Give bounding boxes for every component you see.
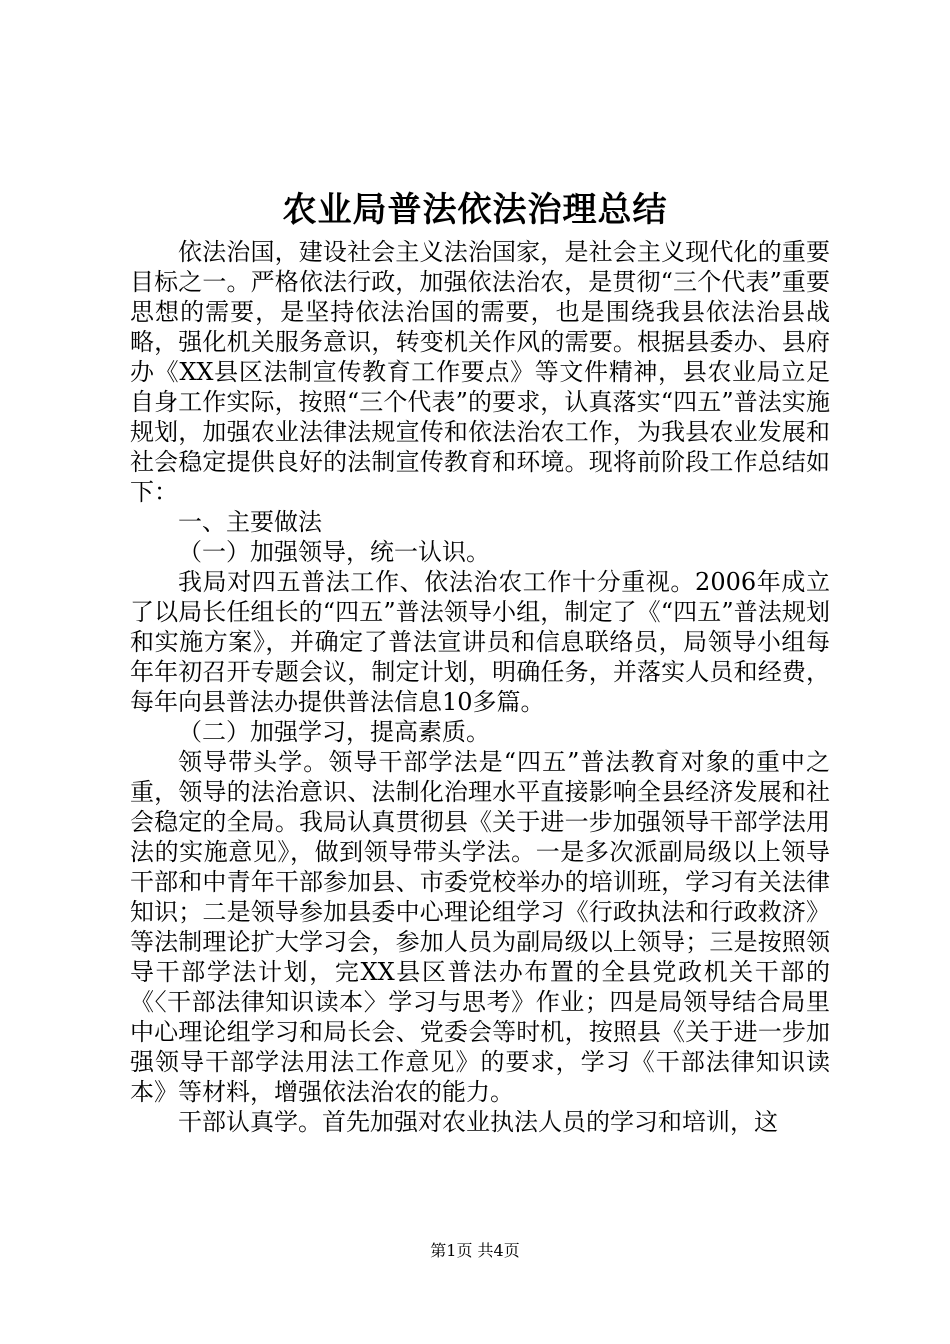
- document-title: 农业局普法依法治理总结: [282, 190, 668, 230]
- paragraph-leadership: 我局对四五普法工作、依法治农工作十分重视。2006年成立了以局长任组长的“四五”普法领导小组，制定了《“四五”普法规划和实施方案》，并确定了普法宣讲员和信息联络员，局领导小组每年年初召开专题会议，制定计划，明确任务，并落实人员和经费，每年向县普法办提供普法信息10多篇。: [130, 568, 830, 716]
- document-body: [130, 237, 830, 1137]
- paragraph-leaders-study: 领导带头学。领导干部学法是“四五”普法教育对象的重中之重，领导的法治意识、法制化治理水平直接影响全县经济发展和社会稳定的全局。我局认真贯彻县《关于进一步加强领导干部学法用法的实施意见》，做到领导带头学法。一是多次派副局级以上领导干部和中青年干部参加县、市委党校举办的培训班，学习有关法律知识；二是领导参加县委中心理论组学习《行政执法和行政救济》等法制理论扩大学习会，参加人员为副局级以上领导；三是按照领导干部学法计划，完XX县区普法办布置的全县党政机关干部的《〈干部法律知识读本〉学习与思考》作业；四是局领导结合局里中心理论组学习和局长会、党委会等时机，按照县《关于进一步加强领导干部学法用法工作意见》的要求，学习《干部法律知识读本》等材料，增强依法治农的能力。: [130, 748, 830, 1106]
- paragraph-cadres-study: 干部认真学。首先加强对农业执法人员的学习和培训，这: [178, 1108, 778, 1136]
- subsection-heading-leadership: （一）加强领导，统一认识。: [178, 538, 490, 566]
- subsection-heading-study: （二）加强学习，提高素质。: [178, 718, 490, 746]
- paragraph-intro: 依法治国，建设社会主义法治国家，是社会主义现代化的重要目标之一。严格依法行政，加强依法治农，是贯彻“三个代表”重要思想的需要，是坚持依法治国的需要，也是围绕我县依法治县战略，强化机关服务意识，转变机关作风的需要。根据县委办、县府办《XX县区法制宣传教育工作要点》等文件精神，县农业局立足自身工作实际，按照“三个代表”的要求，认真落实“四五”普法实施规划，加强农业法律法规宣传和依法治农工作，为我县农业发展和社会稳定提供良好的法制宣传教育和环境。现将前阶段工作总结如下：: [130, 238, 830, 506]
- page-footer: 第1页 共4页: [430, 1241, 520, 1260]
- section-heading-main-practices: 一、主要做法: [178, 508, 322, 536]
